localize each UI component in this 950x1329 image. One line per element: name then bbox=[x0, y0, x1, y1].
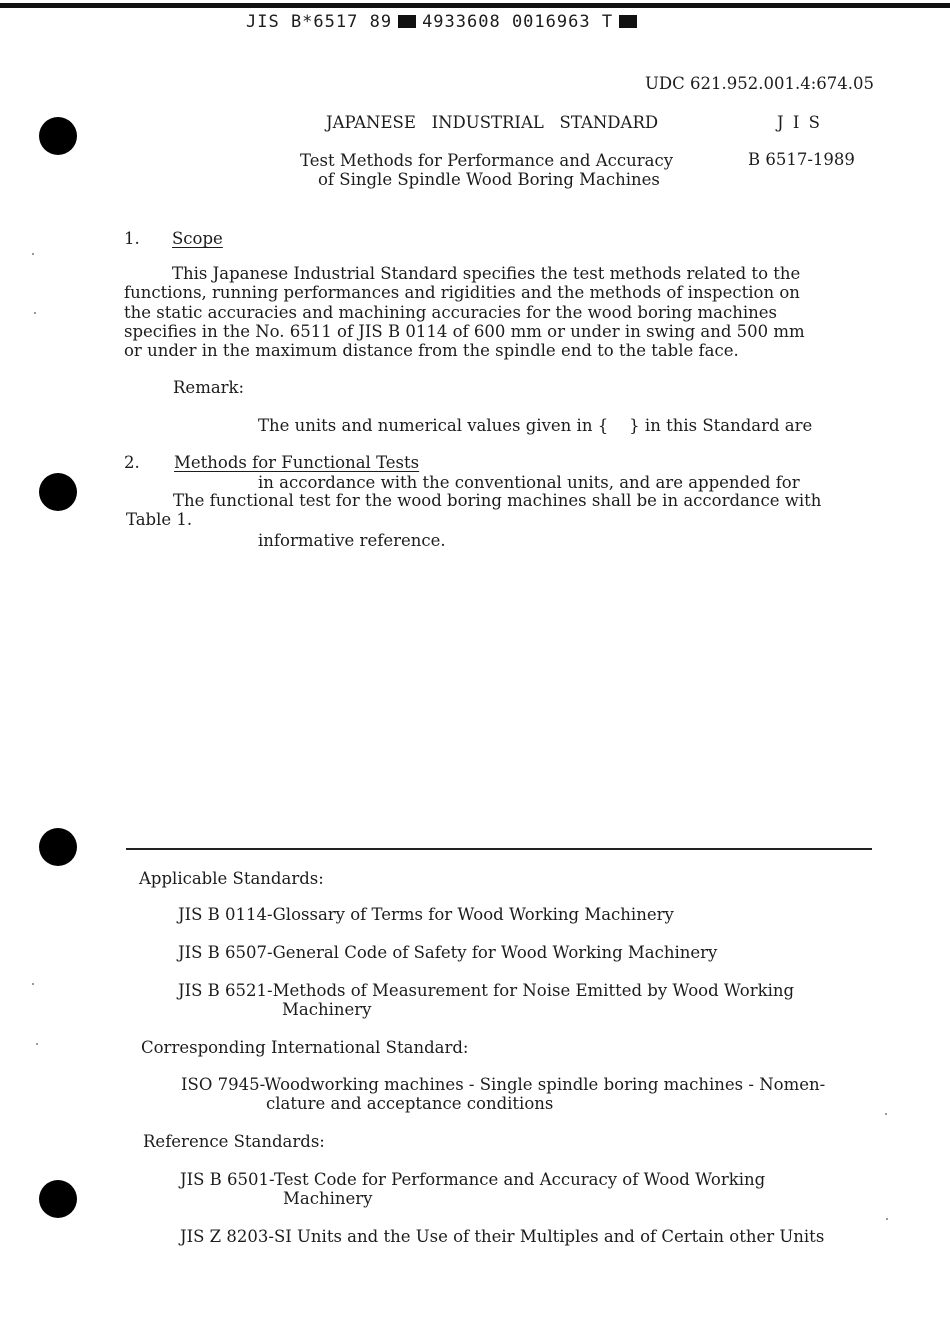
scan-speck bbox=[886, 1218, 888, 1220]
international-standard-cont: clature and acceptance conditions bbox=[266, 1094, 554, 1113]
title-line-2: of Single Spindle Wood Boring Machines bbox=[318, 170, 660, 189]
international-standard: ISO 7945-Woodworking machines - Single spindle boring machines - Nomen- bbox=[181, 1075, 826, 1094]
remark-line: The units and numerical values given in { } in this Standard are bbox=[258, 415, 813, 435]
scope-line: This Japanese Industrial Standard specifies the test methods related to the bbox=[172, 264, 801, 283]
section-1-number: 1. bbox=[124, 229, 140, 248]
footnote-rule bbox=[126, 848, 872, 850]
standard-number: B 6517-1989 bbox=[748, 150, 855, 169]
section-2-title: Methods for Functional Tests bbox=[174, 453, 420, 472]
section-1-title: Scope bbox=[172, 229, 223, 248]
udc-number: UDC 621.952.001.4:674.05 bbox=[645, 74, 875, 93]
jis-label: J I S bbox=[777, 113, 822, 132]
reference-heading: Reference Standards: bbox=[143, 1132, 325, 1151]
scope-paragraph bbox=[124, 264, 805, 360]
stamp-block-1 bbox=[398, 15, 416, 28]
scope-line: or under in the maximum distance from the spindle end to the table face. bbox=[124, 341, 739, 361]
functional-test-paragraph bbox=[126, 491, 821, 530]
scan-speck bbox=[32, 253, 34, 255]
applicable-standard: JIS B 6507-General Code of Safety for Wood Working Machinery bbox=[178, 943, 718, 962]
applicable-heading: Applicable Standards: bbox=[139, 869, 324, 888]
punch-hole bbox=[39, 1180, 77, 1218]
functional-line: Table 1. bbox=[126, 510, 193, 530]
scope-line: the static accuracies and machining accuracies for the wood boring machines bbox=[124, 302, 777, 322]
scan-speck bbox=[885, 1113, 887, 1115]
remark-line: in accordance with the conventional units, and are appended for bbox=[258, 473, 800, 493]
functional-line: The functional test for the wood boring machines shall be in accordance with bbox=[173, 491, 822, 510]
remark-line: informative reference. bbox=[258, 531, 446, 551]
standard-type: JAPANESE INDUSTRIAL STANDARD bbox=[326, 113, 659, 132]
reference-standard: JIS B 6501-Test Code for Performance and Accuracy of Wood Working bbox=[180, 1170, 766, 1189]
stamp-left: JIS B*6517 89 bbox=[246, 12, 393, 32]
scan-speck bbox=[34, 312, 36, 314]
scope-line: specifies in the No. 6511 of JIS B 0114 of 600 mm or under in swing and 500 mm bbox=[124, 321, 805, 341]
applicable-standard: JIS B 0114-Glossary of Terms for Wood Working Machinery bbox=[178, 905, 674, 924]
remark-label: Remark: bbox=[173, 378, 245, 397]
punch-hole bbox=[39, 473, 77, 511]
punch-hole bbox=[39, 828, 77, 866]
scan-speck bbox=[36, 1043, 38, 1045]
scan-speck bbox=[32, 983, 34, 985]
title-line-1: Test Methods for Performance and Accuracy bbox=[300, 151, 674, 170]
document-stamp bbox=[246, 12, 643, 32]
international-heading: Corresponding International Standard: bbox=[141, 1038, 469, 1057]
scope-line: functions, running performances and rigidities and the methods of inspection on bbox=[124, 283, 800, 303]
applicable-standard: JIS B 6521-Methods of Measurement for Noise Emitted by Wood Working bbox=[178, 981, 795, 1000]
stamp-mid: 4933608 0016963 T bbox=[422, 12, 614, 32]
reference-standard: JIS Z 8203-SI Units and the Use of their Multiples and of Certain other Units bbox=[180, 1227, 825, 1246]
applicable-standard-cont: Machinery bbox=[282, 1000, 372, 1019]
top-border bbox=[0, 3, 950, 8]
punch-hole bbox=[39, 117, 77, 155]
stamp-block-2 bbox=[619, 15, 637, 28]
section-2-number: 2. bbox=[124, 453, 140, 472]
remark-text bbox=[258, 377, 812, 570]
reference-standard-cont: Machinery bbox=[283, 1189, 373, 1208]
